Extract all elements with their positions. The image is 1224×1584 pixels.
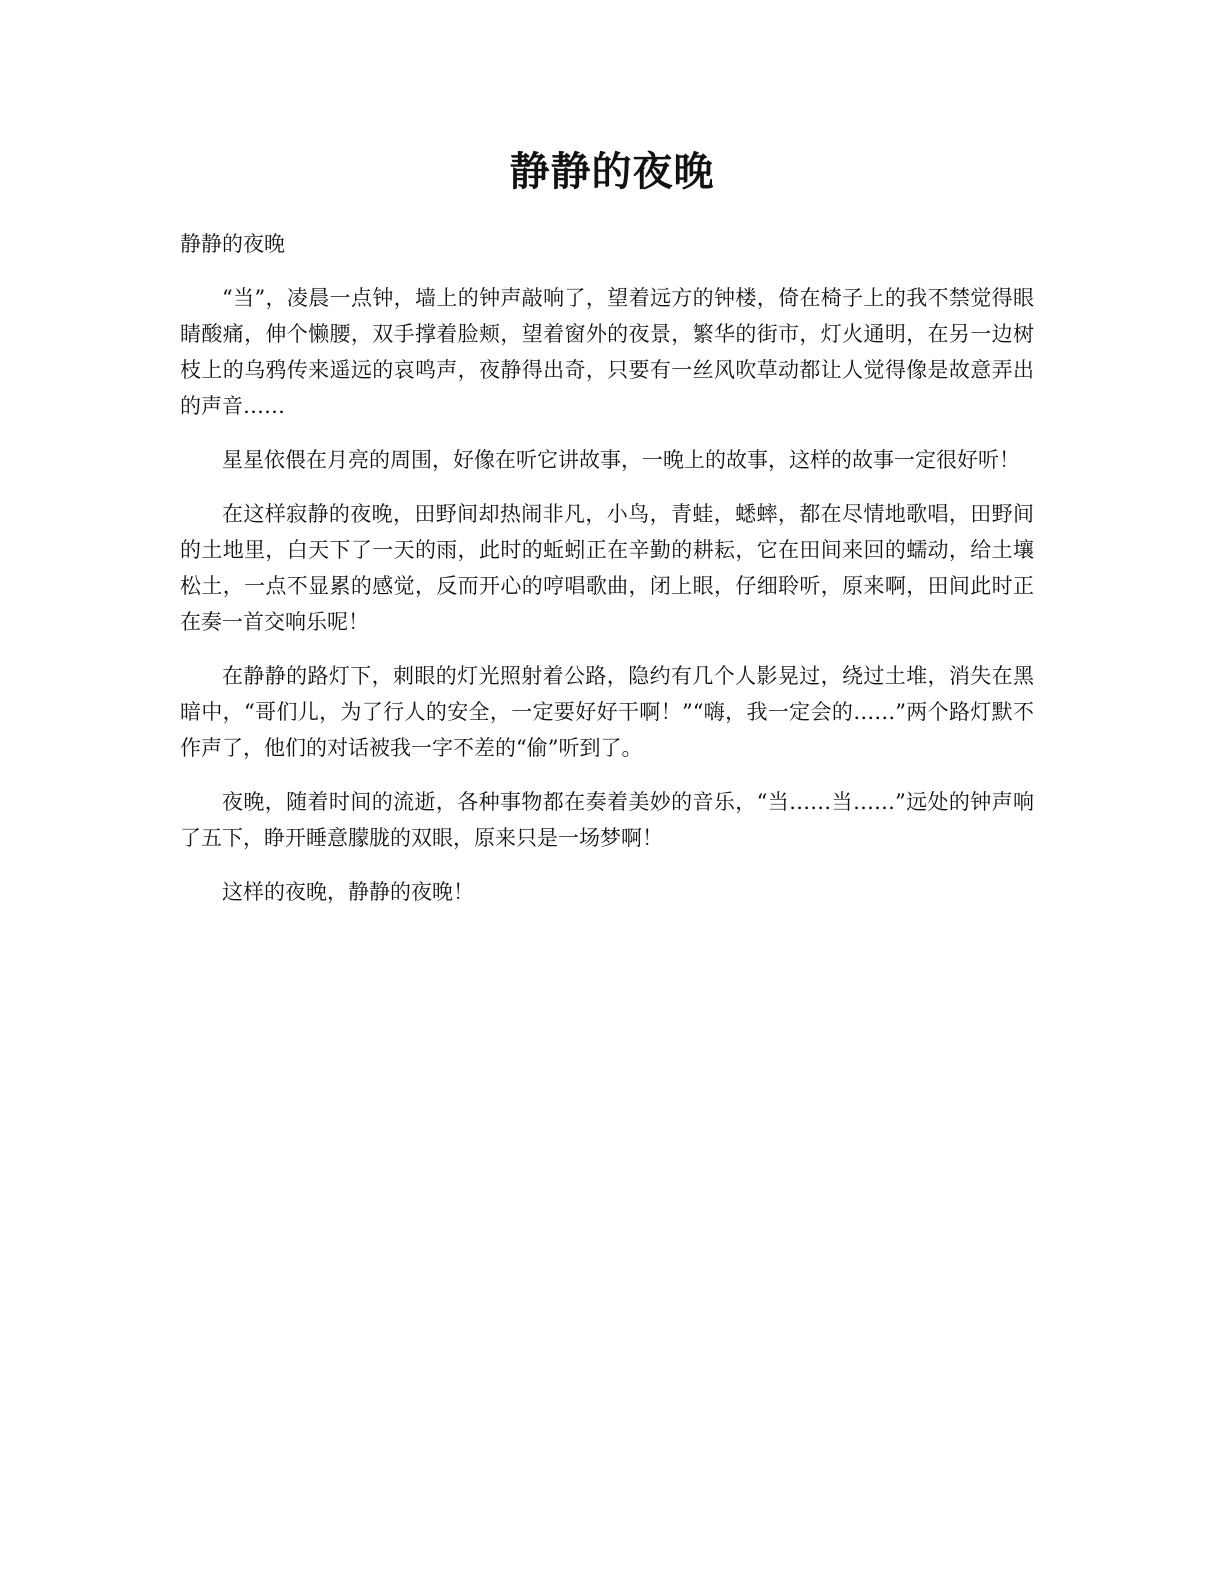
- paragraph: 星星依偎在月亮的周围，好像在听它讲故事，一晚上的故事，这样的故事一定很好听！: [222, 448, 1020, 472]
- paragraph: 夜晚，随着时间的流逝，各种事物都在奏着美妙的音乐，“当……当……”远处的钟声响了五下，睁开睡意朦胧的双眼，原来只是一场梦啊！: [180, 790, 1034, 850]
- document-title: 静静的夜晚: [509, 148, 715, 195]
- paragraph: “当”，凌晨一点钟，墙上的钟声敲响了，望着远方的钟楼，倚在椅子上的我不禁觉得眼睛酸痛，伸个懒腰，双手撑着脸颊，望着窗外的夜景，繁华的街市，灯火通明，在另一边树枝上的乌鸦传来遥远的哀鸣声，夜静得出奇，只要有一丝风吹草动都让人觉得像是故意弄出的声音……: [180, 286, 1034, 418]
- document-subtitle: 静静的夜晚: [180, 232, 285, 256]
- document-body: [180, 226, 1034, 928]
- paragraph: 在静静的路灯下，刺眼的灯光照射着公路，隐约有几个人影晃过，绕过土堆，消失在黑暗中，“哥们儿，为了行人的安全，一定要好好干啊！”“嗨，我一定会的……”两个路灯默不作声了，他们的对话被我一字不差的“偷”听到了。: [180, 664, 1034, 760]
- paragraph: 在这样寂静的夜晚，田野间却热闹非凡，小鸟，青蛙，蟋蟀，都在尽情地歌唱，田野间的土地里，白天下了一天的雨，此时的蚯蚓正在辛勤的耕耘，它在田间来回的蠕动，给土壤松土，一点不显累的感觉，反而开心的哼唱歌曲，闭上眼，仔细聆听，原来啊，田间此时正在奏一首交响乐呢！: [180, 502, 1034, 634]
- paragraph: 这样的夜晚，静静的夜晚！: [222, 880, 474, 904]
